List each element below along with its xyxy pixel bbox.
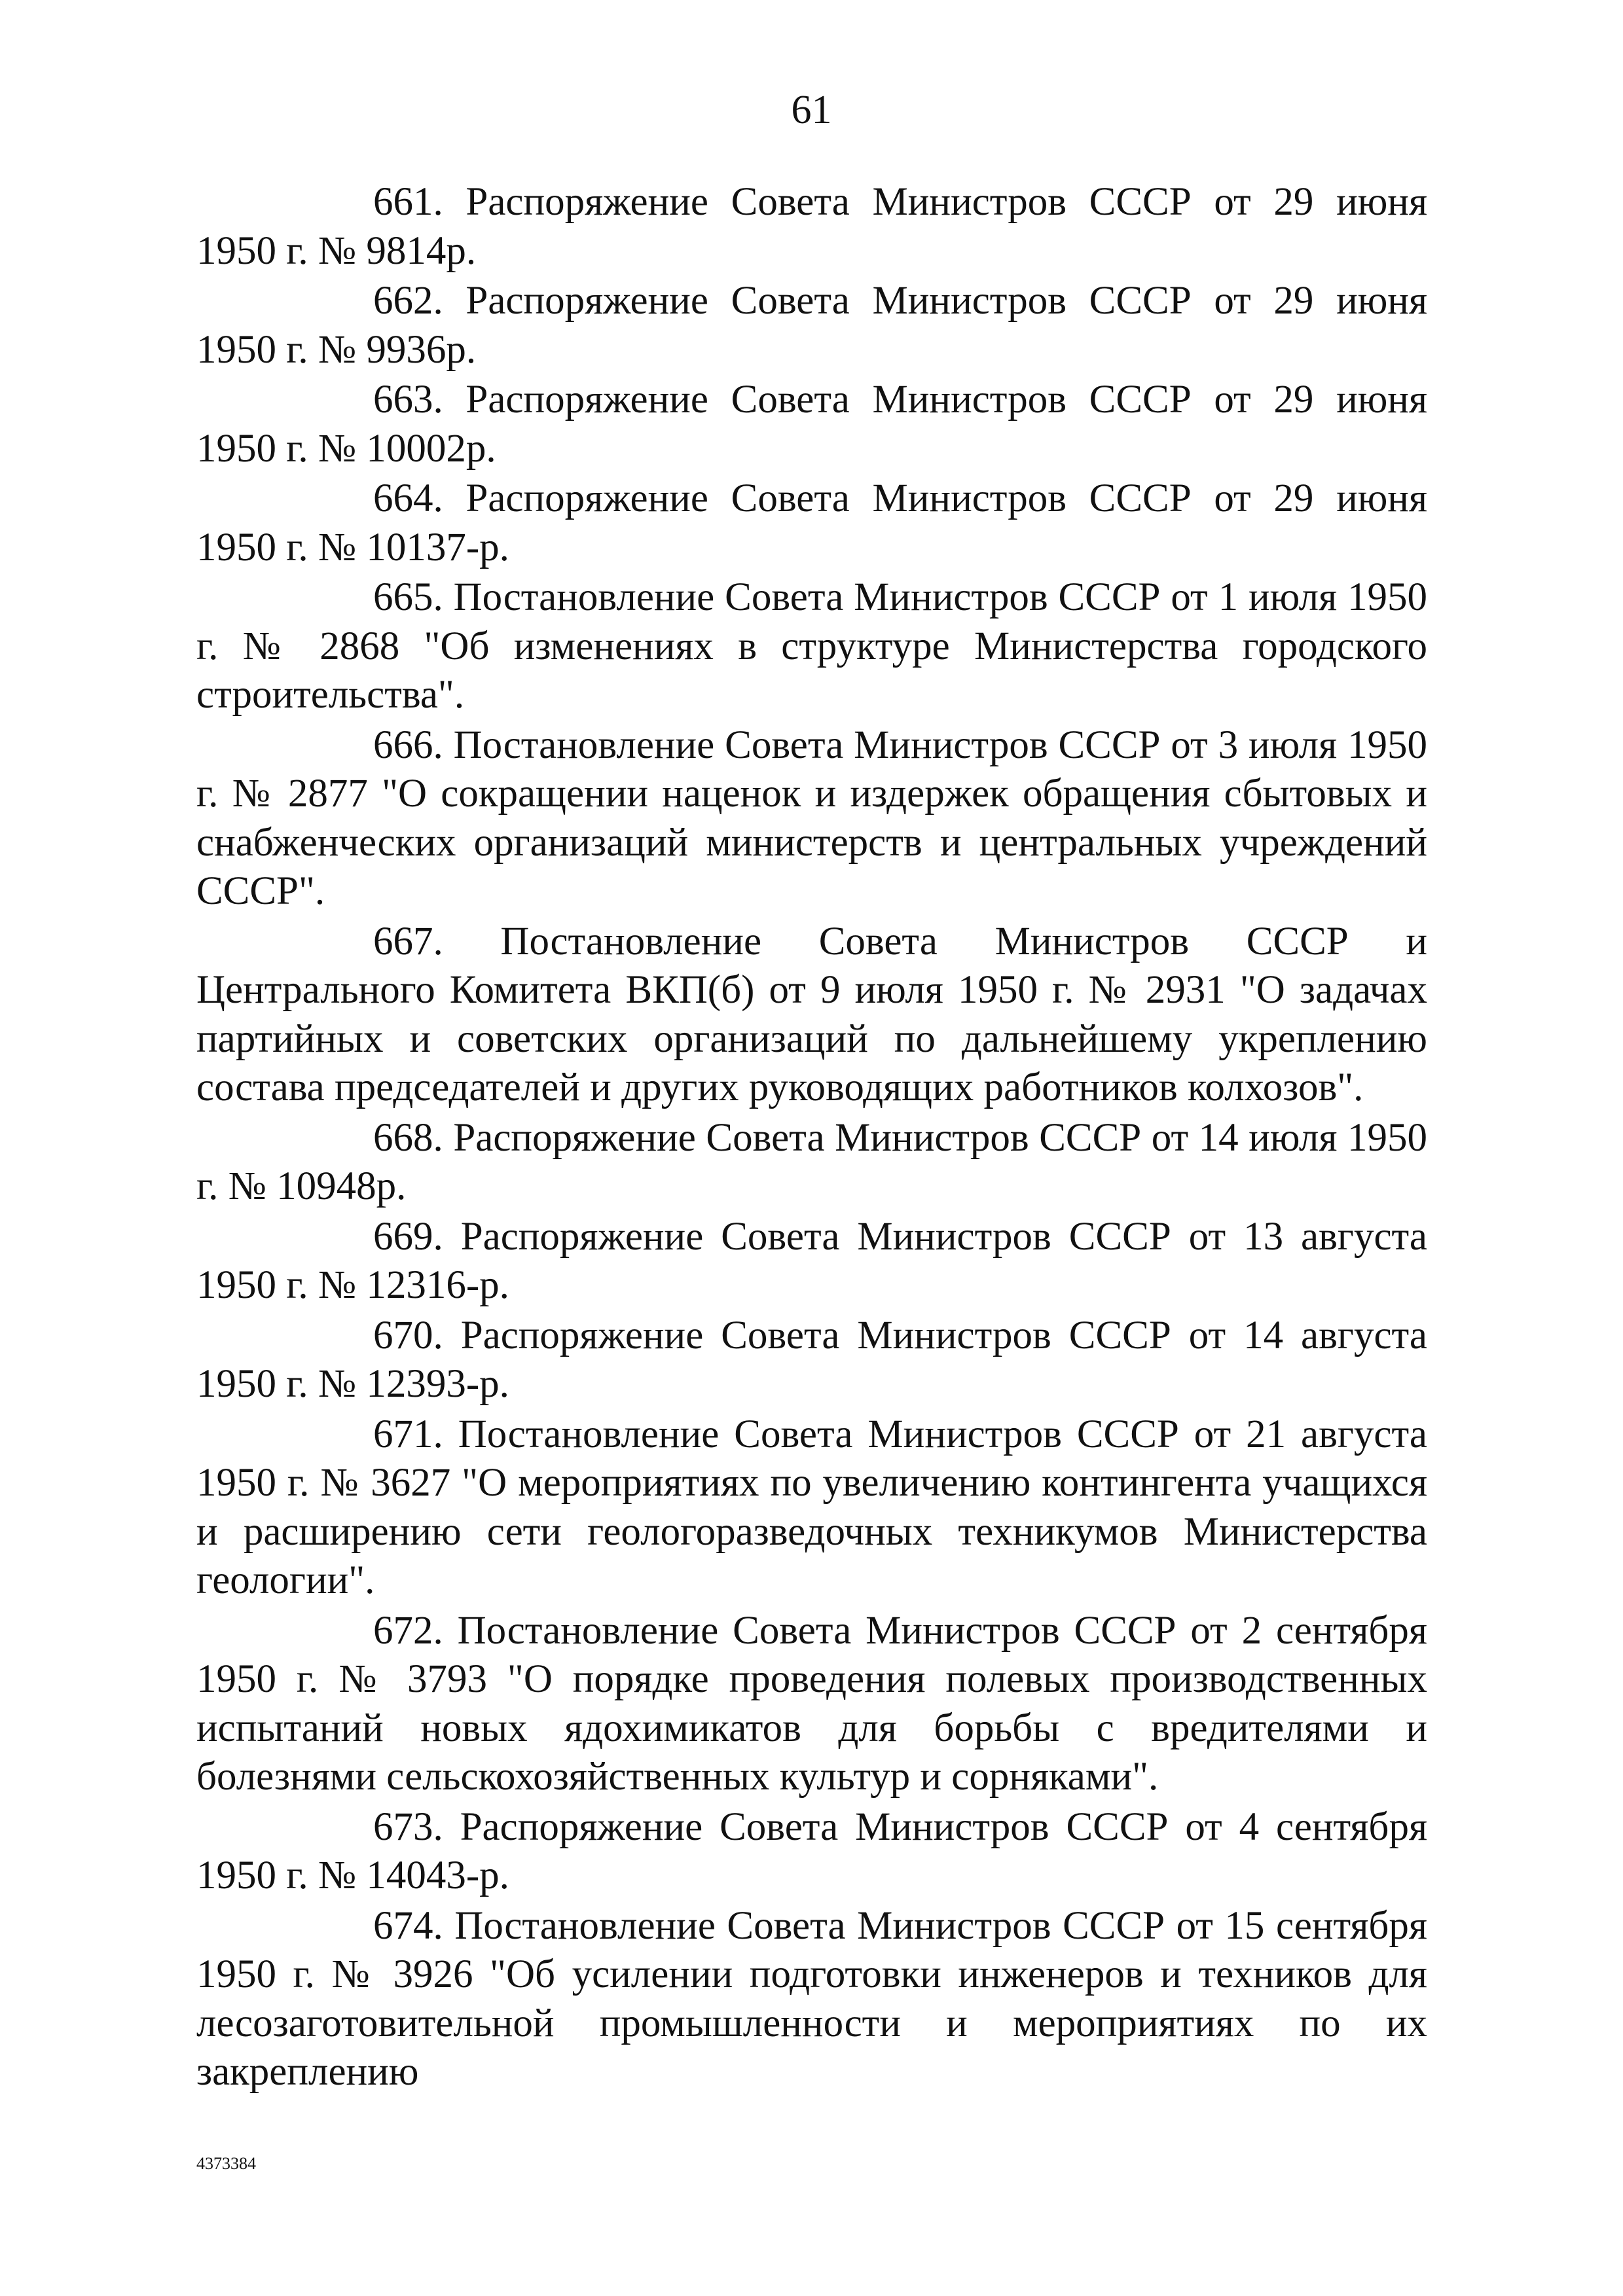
list-item: 669. Распоряжение Совета Министров СССР от 13 августа 1950 г. № 12316-р. xyxy=(196,1214,1427,1307)
document-body xyxy=(196,178,1427,2098)
list-item: 672. Постановление Совета Министров СССР от 2 сентября 1950 г. № 3793 "О порядке проведения полевых производственных испытаний новых ядохимикатов для борьбы с вредителями и болезнями сельскохозяйственных культур и сорняками". xyxy=(196,1608,1427,1799)
document-code: 4373384 xyxy=(196,2154,256,2173)
list-item: 662. Распоряжение Совета Министров СССР от 29 июня 1950 г. № 9936р. xyxy=(196,279,1427,372)
list-item: 663. Распоряжение Совета Министров СССР от 29 июня 1950 г. № 10002р. xyxy=(196,378,1427,471)
list-item: 671. Постановление Совета Министров СССР от 21 августа 1950 г. № 3627 "О мероприятиях по увеличению контингента учащихся и расширению сети геологоразведочных техникумов Министерства геологии". xyxy=(196,1412,1427,1602)
list-item: 674. Постановление Совета Министров СССР от 15 сентября 1950 г. № 3926 "Об усилении подготовки инженеров и техников для лесозаготовительной промышленности и мероприятиях по их закреплению xyxy=(196,1903,1427,2094)
list-item: 668. Распоряжение Совета Министров СССР от 14 июля 1950 г. № 10948р. xyxy=(196,1115,1427,1208)
list-item: 665. Постановление Совета Министров СССР от 1 июля 1950 г. № 2868 "Об изменениях в структуре Министерства городского строительства". xyxy=(196,575,1427,717)
list-item: 666. Постановление Совета Министров СССР от 3 июля 1950 г. № 2877 "О сокращении наценок и издержек обращения сбытовых и снабженческих организаций министерств и центральных учреждений СССР". xyxy=(196,723,1427,913)
list-item: 670. Распоряжение Совета Министров СССР от 14 августа 1950 г. № 12393-р. xyxy=(196,1313,1427,1406)
list-item: 664. Распоряжение Совета Министров СССР от 29 июня 1950 г. № 10137-р. xyxy=(196,476,1427,569)
page-number: 61 xyxy=(791,88,832,132)
list-item: 667. Постановление Совета Министров СССР и Центрального Комитета ВКП(б) от 9 июля 1950 г. № 2931 "О задачах партийных и советских организаций по дальнейшему укреплению состава председателей и других руководящих работников колхозов". xyxy=(196,919,1427,1109)
list-item: 673. Распоряжение Совета Министров СССР от 4 сентября 1950 г. № 14043-р. xyxy=(196,1804,1427,1897)
list-item: 661. Распоряжение Совета Министров СССР от 29 июня 1950 г. № 9814р. xyxy=(196,180,1427,273)
